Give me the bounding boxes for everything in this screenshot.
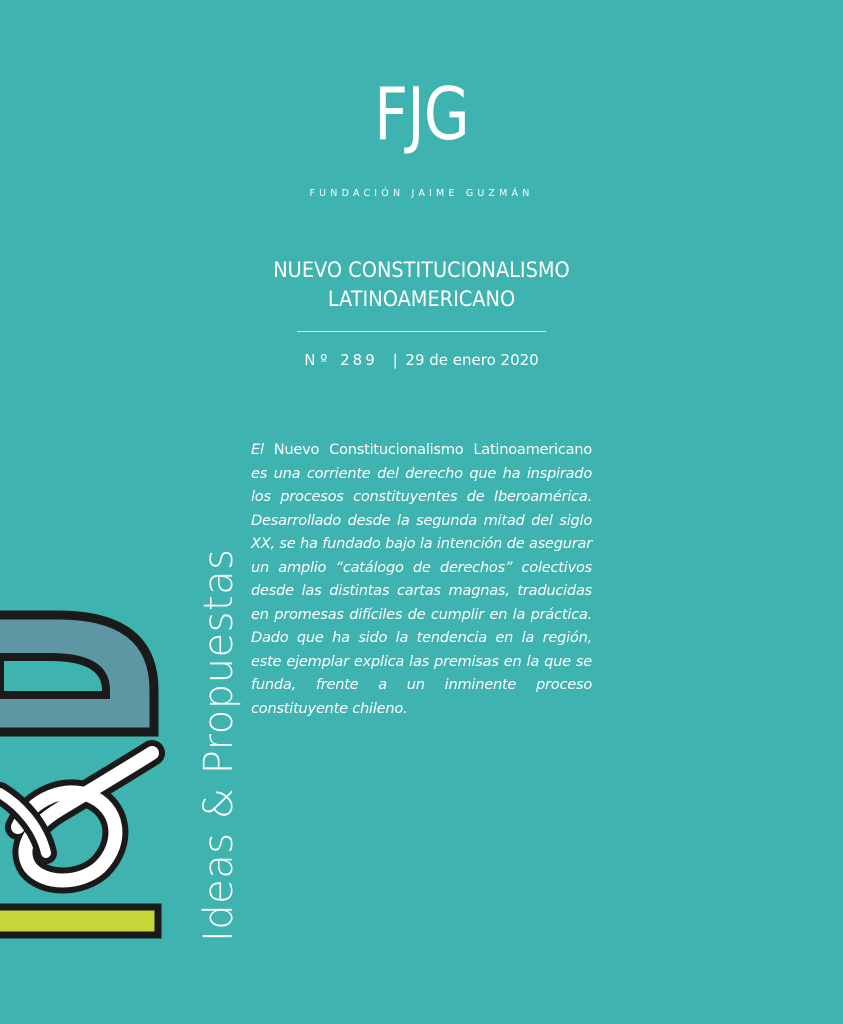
issue-date: 29 de enero 2020 xyxy=(405,351,539,369)
document-title xyxy=(34,256,810,314)
monogram-i xyxy=(0,907,158,935)
title-line-2: LATINOAMERICANO xyxy=(327,287,516,311)
series-label: Ideas & Propuestas xyxy=(196,548,242,942)
foundation-name: FUNDACIÓN JAIME GUZMÁN xyxy=(309,188,534,199)
title-line-1: NUEVO CONSTITUCIONALISMO xyxy=(273,258,570,282)
issue-prefix: N º xyxy=(304,351,328,369)
abstract-body: es una corriente del derecho que ha inspirado los procesos constituyentes de Iberoamérica. Desarrollado desde la segunda mitad del siglo XX, se ha fundado bajo la intención de asegurar un amplio “catálogo de derechos” colectivos desde las distintas cartas magnas, traducidas en promesas difíciles de cumplir en la práctica. Dado que ha sido la tendencia en la región, este ejemplar explica las premisas en la que se funda, frente a un inminente proceso constituyente chileno. xyxy=(251,464,592,717)
title-divider xyxy=(297,331,546,332)
monogram-ampersand xyxy=(0,753,152,881)
foundation-logo: FJG xyxy=(374,72,469,156)
monogram-p xyxy=(0,615,154,732)
abstract-lead: El xyxy=(251,441,274,458)
abstract-emphasis: Nuevo Constitucionalismo Latinoamericano xyxy=(273,441,592,458)
series-monogram-logo xyxy=(0,595,170,945)
issue-separator: | xyxy=(392,351,398,369)
issue-info xyxy=(0,351,843,369)
issue-number: 289 xyxy=(340,351,378,369)
abstract xyxy=(251,438,592,720)
